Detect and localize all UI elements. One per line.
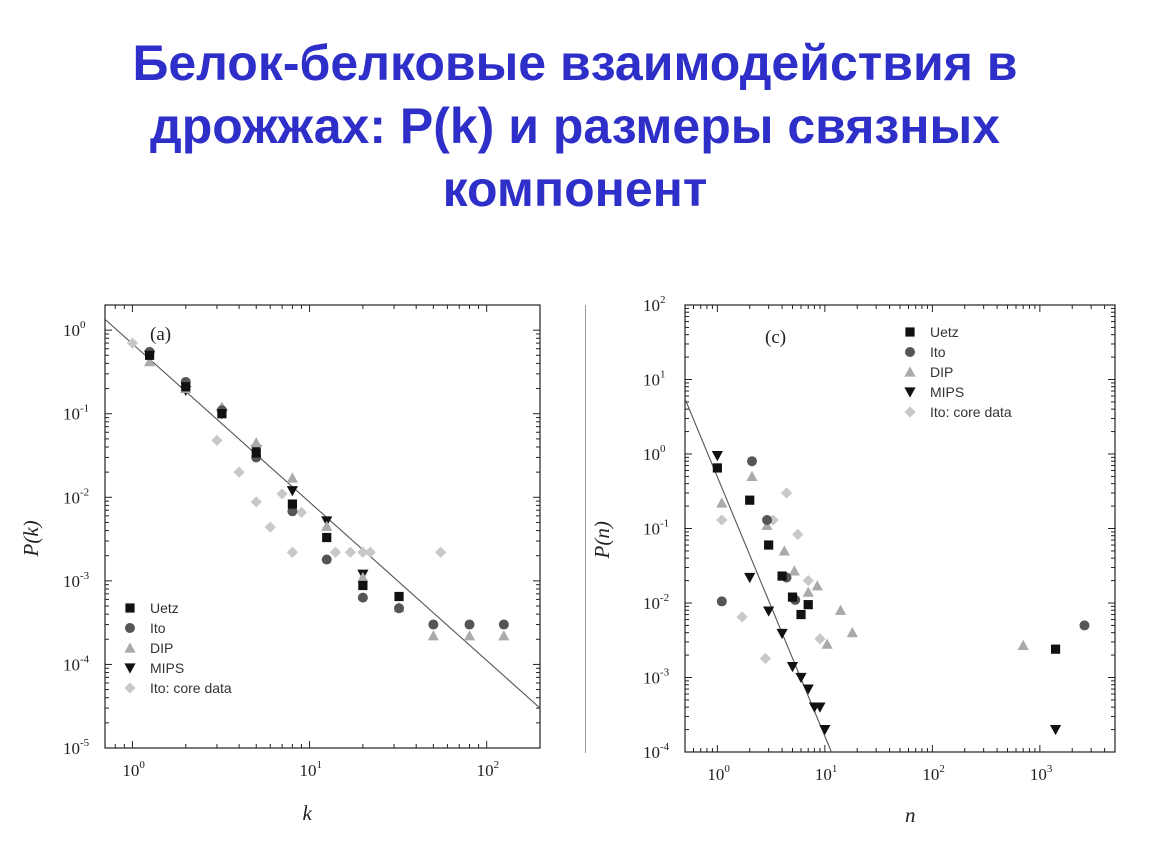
data-point-dip — [716, 497, 727, 507]
power-law-fit-line — [685, 399, 831, 752]
data-point-mips — [287, 486, 298, 496]
data-point-dip — [1018, 640, 1029, 650]
data-point-ito-core-data — [233, 467, 244, 478]
y-tick-label: $10^{-1}$ — [643, 517, 670, 539]
y-tick-label: $10^2$ — [643, 294, 666, 315]
data-point-dip — [847, 627, 858, 637]
data-point-mips — [795, 673, 806, 683]
legend-label-ito-core-data: Ito: core data — [930, 404, 1012, 420]
panel-label: (a) — [150, 324, 172, 345]
data-point-ito-core-data — [277, 488, 288, 499]
chart-legend — [904, 324, 1012, 420]
component-size-chart — [575, 290, 1150, 850]
data-point-ito-core-data — [435, 547, 446, 558]
panel-label: (c) — [765, 327, 787, 348]
data-point-ito-core-data — [296, 507, 307, 518]
y-tick-label: $10^{-4}$ — [643, 741, 670, 762]
x-tick-label: $10^2$ — [922, 763, 945, 784]
legend-label-mips: MIPS — [150, 660, 185, 676]
data-point-mips — [776, 629, 787, 639]
legend-marker-uetz — [125, 603, 134, 612]
data-point-uetz — [394, 592, 403, 601]
data-point-ito — [717, 596, 727, 606]
legend-label-dip: DIP — [150, 640, 174, 656]
slide-title-line-2: дрожжах: P(k) и размеры связных — [150, 98, 1000, 154]
data-point-ito-core-data — [251, 496, 262, 507]
legend-marker-mips — [904, 387, 915, 397]
data-point-uetz — [764, 540, 773, 549]
legend-marker-uetz — [905, 327, 914, 336]
data-point-dip — [464, 630, 475, 640]
legend-marker-ito-core-data — [124, 682, 135, 693]
y-tick-label: $10^{-1}$ — [63, 402, 90, 424]
legend-marker-dip — [124, 642, 135, 652]
y-axis-label: P(n) — [590, 521, 614, 559]
data-point-mips — [803, 684, 814, 694]
data-points — [127, 338, 510, 641]
legend-label-ito: Ito — [150, 620, 166, 636]
data-point-ito-core-data — [792, 529, 803, 540]
slide-title-line-1: Белок-белковые взаимодействия в — [132, 35, 1018, 91]
data-point-uetz — [252, 448, 261, 457]
data-point-uetz — [713, 463, 722, 472]
data-point-dip — [812, 580, 823, 590]
x-tick-label: $10^1$ — [299, 759, 323, 780]
data-point-uetz — [777, 571, 786, 580]
legend-marker-ito-core-data — [904, 406, 915, 417]
data-point-ito-core-data — [211, 435, 222, 446]
y-tick-label: $10^{-5}$ — [63, 737, 90, 758]
data-point-uetz — [804, 600, 813, 609]
data-point-dip — [779, 545, 790, 555]
data-point-mips — [744, 573, 755, 583]
legend-label-dip: DIP — [930, 364, 954, 380]
data-point-mips — [712, 451, 723, 461]
legend-marker-dip — [904, 366, 915, 376]
legend-marker-ito — [905, 347, 915, 357]
legend-marker-mips — [124, 663, 135, 673]
data-point-ito — [1079, 620, 1089, 630]
data-point-dip — [287, 472, 298, 482]
degree-distribution-chart — [0, 290, 575, 850]
data-point-uetz — [288, 499, 297, 508]
y-tick-label: $10^0$ — [643, 443, 666, 464]
data-point-dip — [428, 630, 439, 640]
data-points — [712, 451, 1090, 735]
x-tick-label: $10^0$ — [122, 759, 145, 780]
chart-legend — [124, 600, 232, 696]
data-point-ito-core-data — [781, 487, 792, 498]
data-point-uetz — [745, 496, 754, 505]
data-point-uetz — [1051, 645, 1060, 654]
data-point-ito — [465, 620, 475, 630]
y-tick-label: $10^1$ — [643, 368, 666, 390]
data-point-dip — [803, 587, 814, 597]
legend-label-mips: MIPS — [930, 384, 965, 400]
data-point-ito-core-data — [737, 611, 748, 622]
data-point-uetz — [322, 533, 331, 542]
data-point-dip — [789, 565, 800, 575]
data-point-ito-core-data — [365, 547, 376, 558]
data-point-dip — [835, 605, 846, 615]
x-tick-label: $10^0$ — [707, 763, 730, 784]
data-point-dip — [357, 572, 368, 582]
data-point-ito — [762, 515, 772, 525]
data-point-uetz — [796, 610, 805, 619]
y-tick-label: $10^{-2}$ — [63, 486, 90, 508]
legend-marker-ito — [125, 623, 135, 633]
data-point-ito — [358, 593, 368, 603]
data-point-ito — [322, 555, 332, 565]
data-point-ito-core-data — [760, 653, 771, 664]
data-point-uetz — [788, 593, 797, 602]
y-axis-label: P(k) — [19, 520, 43, 557]
y-tick-label: $10^{-4}$ — [63, 653, 90, 675]
plot-frame — [685, 305, 1115, 752]
legend-label-ito-core-data: Ito: core data — [150, 680, 232, 696]
data-point-ito-core-data — [287, 547, 298, 558]
y-tick-label: $10^0$ — [63, 319, 86, 341]
x-tick-label: $10^2$ — [476, 759, 500, 780]
data-point-uetz — [217, 409, 226, 418]
y-tick-label: $10^{-2}$ — [643, 592, 670, 613]
data-point-ito-core-data — [716, 514, 727, 525]
axis-ticks — [685, 305, 1115, 752]
data-point-ito — [499, 620, 509, 630]
data-point-mips — [819, 725, 830, 735]
y-tick-label: $10^{-3}$ — [643, 666, 670, 688]
data-point-mips — [1050, 725, 1061, 735]
legend-label-uetz: Uetz — [930, 324, 959, 340]
x-tick-label: $10^3$ — [1029, 763, 1053, 784]
data-point-dip — [498, 630, 509, 640]
data-point-dip — [251, 437, 262, 447]
x-axis-label: n — [905, 803, 916, 827]
data-point-dip — [746, 471, 757, 481]
data-point-ito-core-data — [814, 633, 825, 644]
slide-title-line-3: компонент — [442, 161, 708, 217]
data-point-uetz — [181, 382, 190, 391]
data-point-dip — [321, 521, 332, 531]
data-point-ito — [394, 603, 404, 613]
data-point-ito-core-data — [265, 521, 276, 532]
slide-title — [0, 32, 1150, 221]
data-point-ito — [428, 620, 438, 630]
data-point-ito-core-data — [330, 547, 341, 558]
legend-label-uetz: Uetz — [150, 600, 179, 616]
data-point-uetz — [145, 351, 154, 360]
legend-label-ito: Ito — [930, 344, 946, 360]
data-point-ito — [747, 456, 757, 466]
data-point-ito-core-data — [345, 547, 356, 558]
y-tick-label: $10^{-3}$ — [63, 569, 90, 591]
x-axis-label: k — [302, 801, 312, 825]
data-point-ito-core-data — [803, 575, 814, 586]
data-point-uetz — [358, 581, 367, 590]
x-tick-label: $10^1$ — [814, 763, 838, 784]
